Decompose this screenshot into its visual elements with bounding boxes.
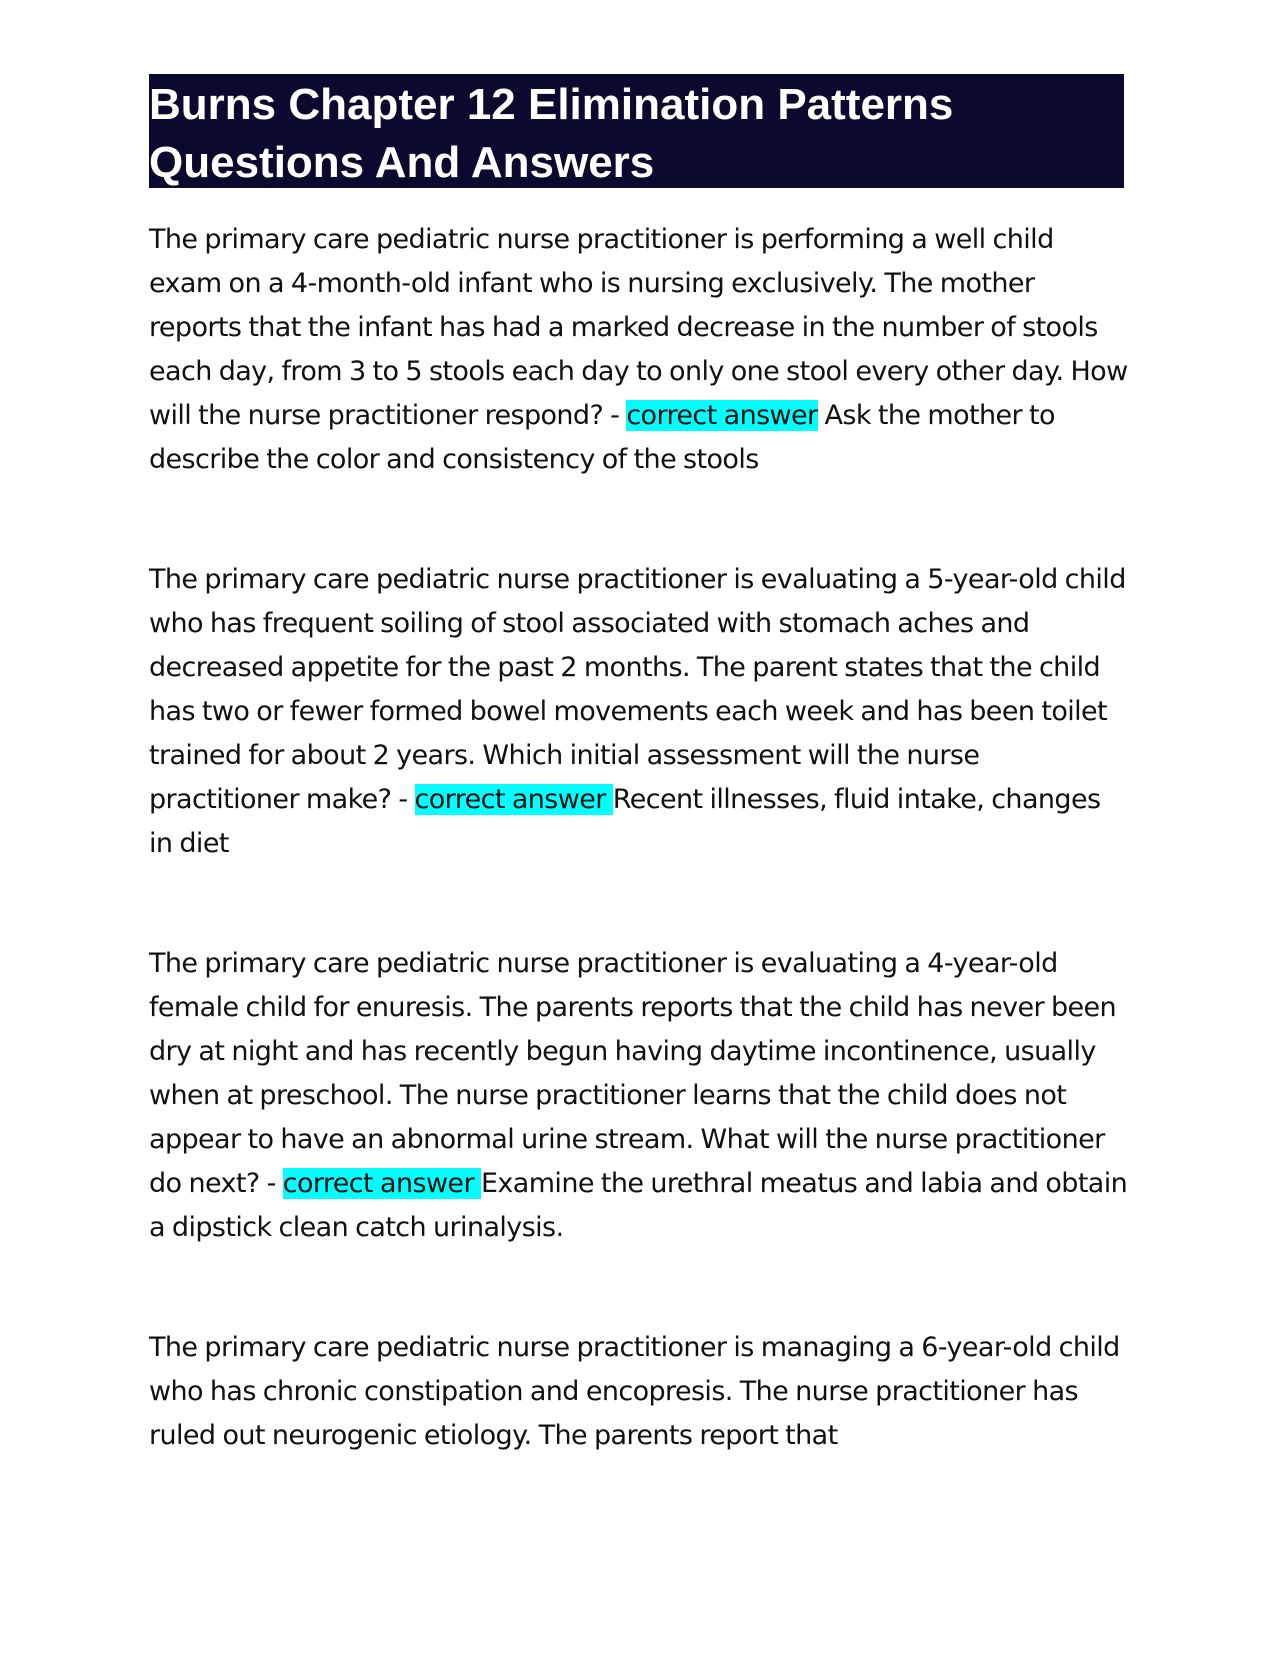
qa-item-3 [149,942,1129,1250]
answer-text: Examine the urethral meatus and labia and obtain a dipstick clean catch urinalysis. [149,1168,1128,1243]
title-line-2: Questions And Answers [149,138,655,187]
question-text: The primary care pediatric nurse practitioner is performing a well child exam on a 4-month-old infant who is nursing exclusively. The mother reports that the infant has had a marked decrease in the number of stools each day, from 3 to 5 stools each day to only one stool every other day. How will the nurse practitioner respond? - [149,224,1128,431]
answer-text: Recent illnesses, fluid intake, changes in diet [149,784,1101,859]
document-title [149,74,1124,188]
question-text: The primary care pediatric nurse practitioner is evaluating a 4-year-old female child for enuresis. The parents reports that the child has never been dry at night and has recently begun having daytime incontinence, usually when at preschool. The nurse practitioner learns that the child does not appear to have an abnormal urine stream. What will the nurse practitioner do next? - [149,948,1117,1199]
qa-item-1 [149,218,1129,482]
qa-item-2 [149,558,1129,866]
question-text: The primary care pediatric nurse practitioner is evaluating a 5-year-old child who has frequent soiling of stool associated with stomach aches and decreased appetite for the past 2 months. The parent states that the child has two or fewer formed bowel movements each week and has been toilet trained for about 2 years. Which initial assessment will the nurse practitioner make? - [149,564,1126,815]
answer-text: Ask the mother to describe the color and consistency of the stools [149,400,1055,475]
document-page [149,74,1128,1458]
question-text: The primary care pediatric nurse practitioner is managing a 6-year-old child who has chronic constipation and encopresis. The nurse practitioner has ruled out neurogenic etiology. The parents report that [149,1332,1120,1451]
correct-answer-marker: correct answer [626,400,818,431]
correct-answer-marker: correct answer [414,784,613,815]
title-line-1: Burns Chapter 12 Elimination Patterns [149,80,954,129]
qa-item-4 [149,1326,1129,1458]
correct-answer-marker: correct answer [282,1168,481,1199]
